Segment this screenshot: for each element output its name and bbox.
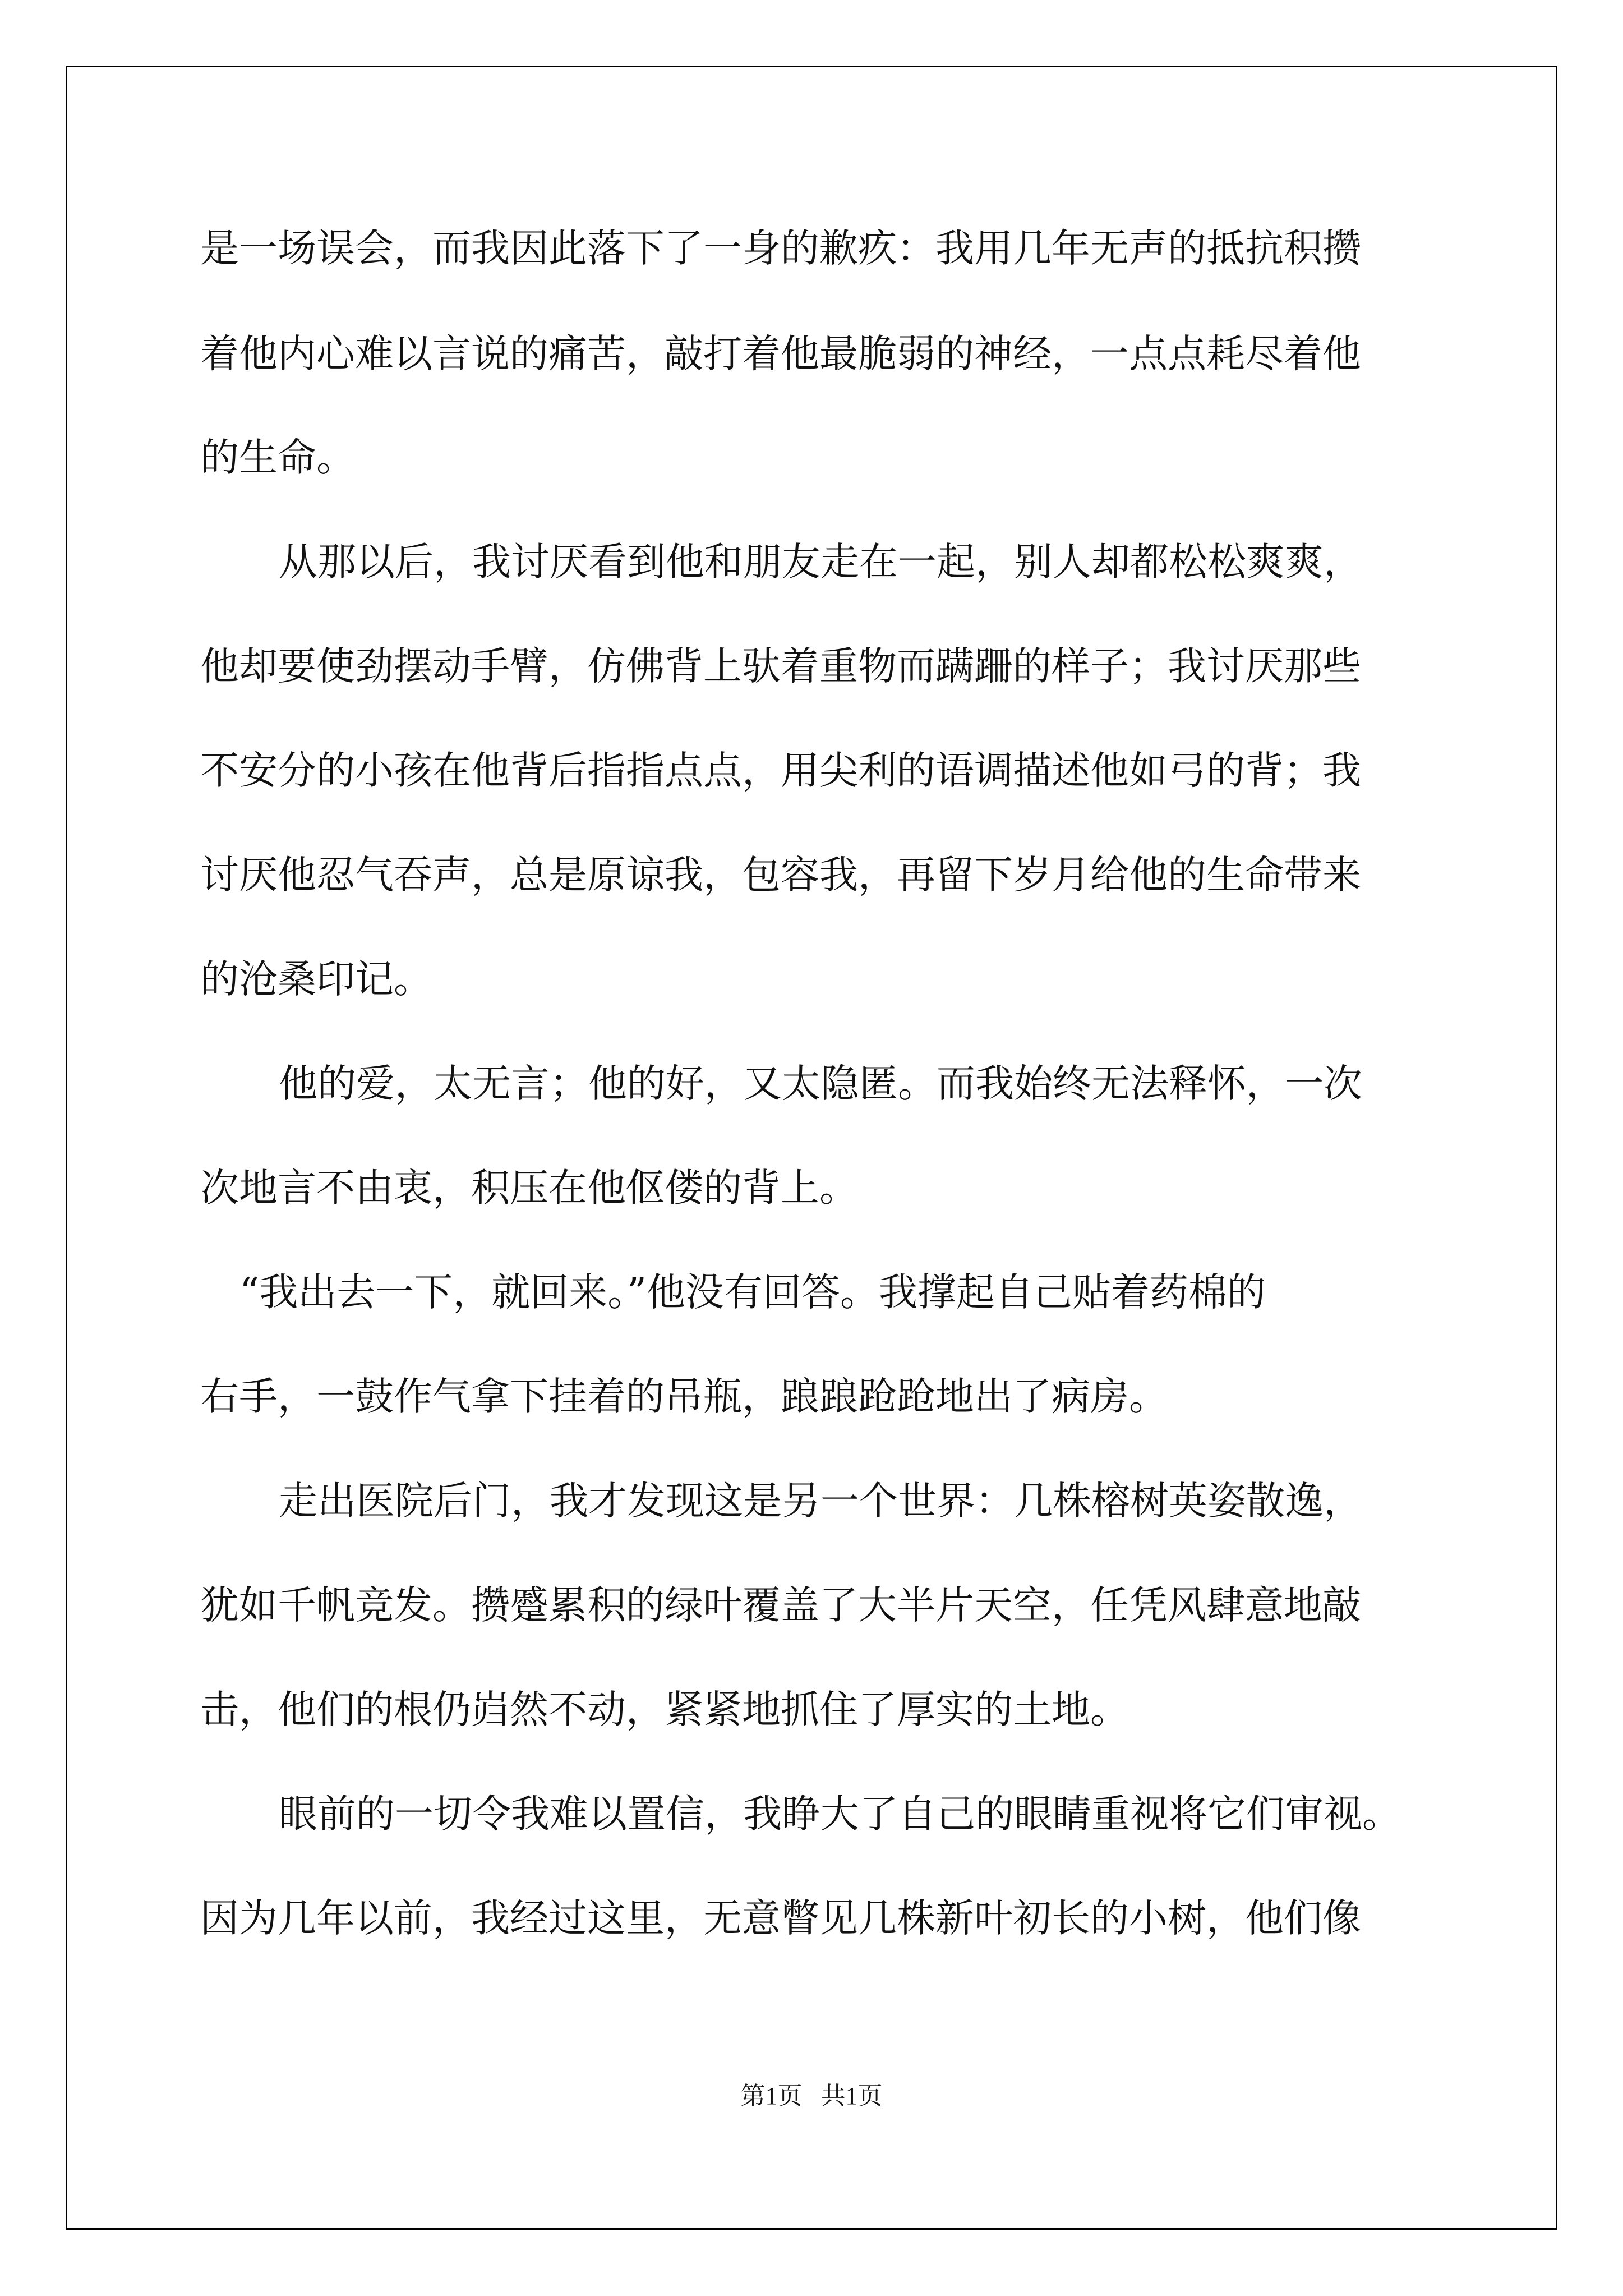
text-line-9: 他的爱，太无言；他的好，又太隐匿。而我始终无法释怀，一次 bbox=[279, 1061, 1362, 1106]
page-number-footer: 第1页 共1页 bbox=[740, 2082, 883, 2110]
text-line-12: 右手，一鼓作气拿下挂着的吊瓶，踉踉跄跄地出了病房。 bbox=[200, 1374, 1168, 1419]
text-line-15: 击，他们的根仍岿然不动，紧紧地抓住了厚实的土地。 bbox=[200, 1687, 1129, 1732]
text-line-14: 犹如千帆竞发。攒蹙累积的绿叶覆盖了大半片天空，任凭风肆意地敲 bbox=[200, 1583, 1361, 1628]
text-line-16: 眼前的一切令我难以置信，我睁大了自己的眼睛重视将它们审视。 bbox=[279, 1792, 1401, 1837]
text-line-6: 不安分的小孩在他背后指指点点，用尖利的语调描述他如弓的背；我 bbox=[200, 748, 1361, 793]
text-line-4: 从那以后，我讨厌看到他和朋友走在一起，别人却都松松爽爽， bbox=[279, 540, 1362, 585]
text-line-10: 次地言不由衷，积压在他伛偻的背上。 bbox=[200, 1166, 858, 1211]
text-line-3: 的生命。 bbox=[200, 435, 355, 480]
text-line-5: 他却要使劲摆动手臂，仿佛背上驮着重物而蹒跚的样子；我讨厌那些 bbox=[200, 644, 1361, 689]
text-line-8: 的沧桑印记。 bbox=[200, 957, 432, 1002]
text-line-11: “我出去一下，就回来。”他没有回答。我撑起自己贴着药棉的 bbox=[239, 1270, 1266, 1315]
text-line-7: 讨厌他忍气吞声，总是原谅我，包容我，再留下岁月给他的生命带来 bbox=[200, 853, 1361, 898]
text-line-2: 着他内心难以言说的痛苦，敲打着他最脆弱的神经，一点点耗尽着他 bbox=[200, 332, 1361, 376]
text-line-1: 是一场误会，而我因此落下了一身的歉疚：我用几年无声的抵抗积攒 bbox=[200, 226, 1361, 271]
text-line-17: 因为几年以前，我经过这里，无意瞥见几株新叶初长的小树，他们像 bbox=[200, 1896, 1361, 1941]
text-line-13: 走出医院后门，我才发现这是另一个世界：几株榕树英姿散逸， bbox=[279, 1479, 1362, 1524]
